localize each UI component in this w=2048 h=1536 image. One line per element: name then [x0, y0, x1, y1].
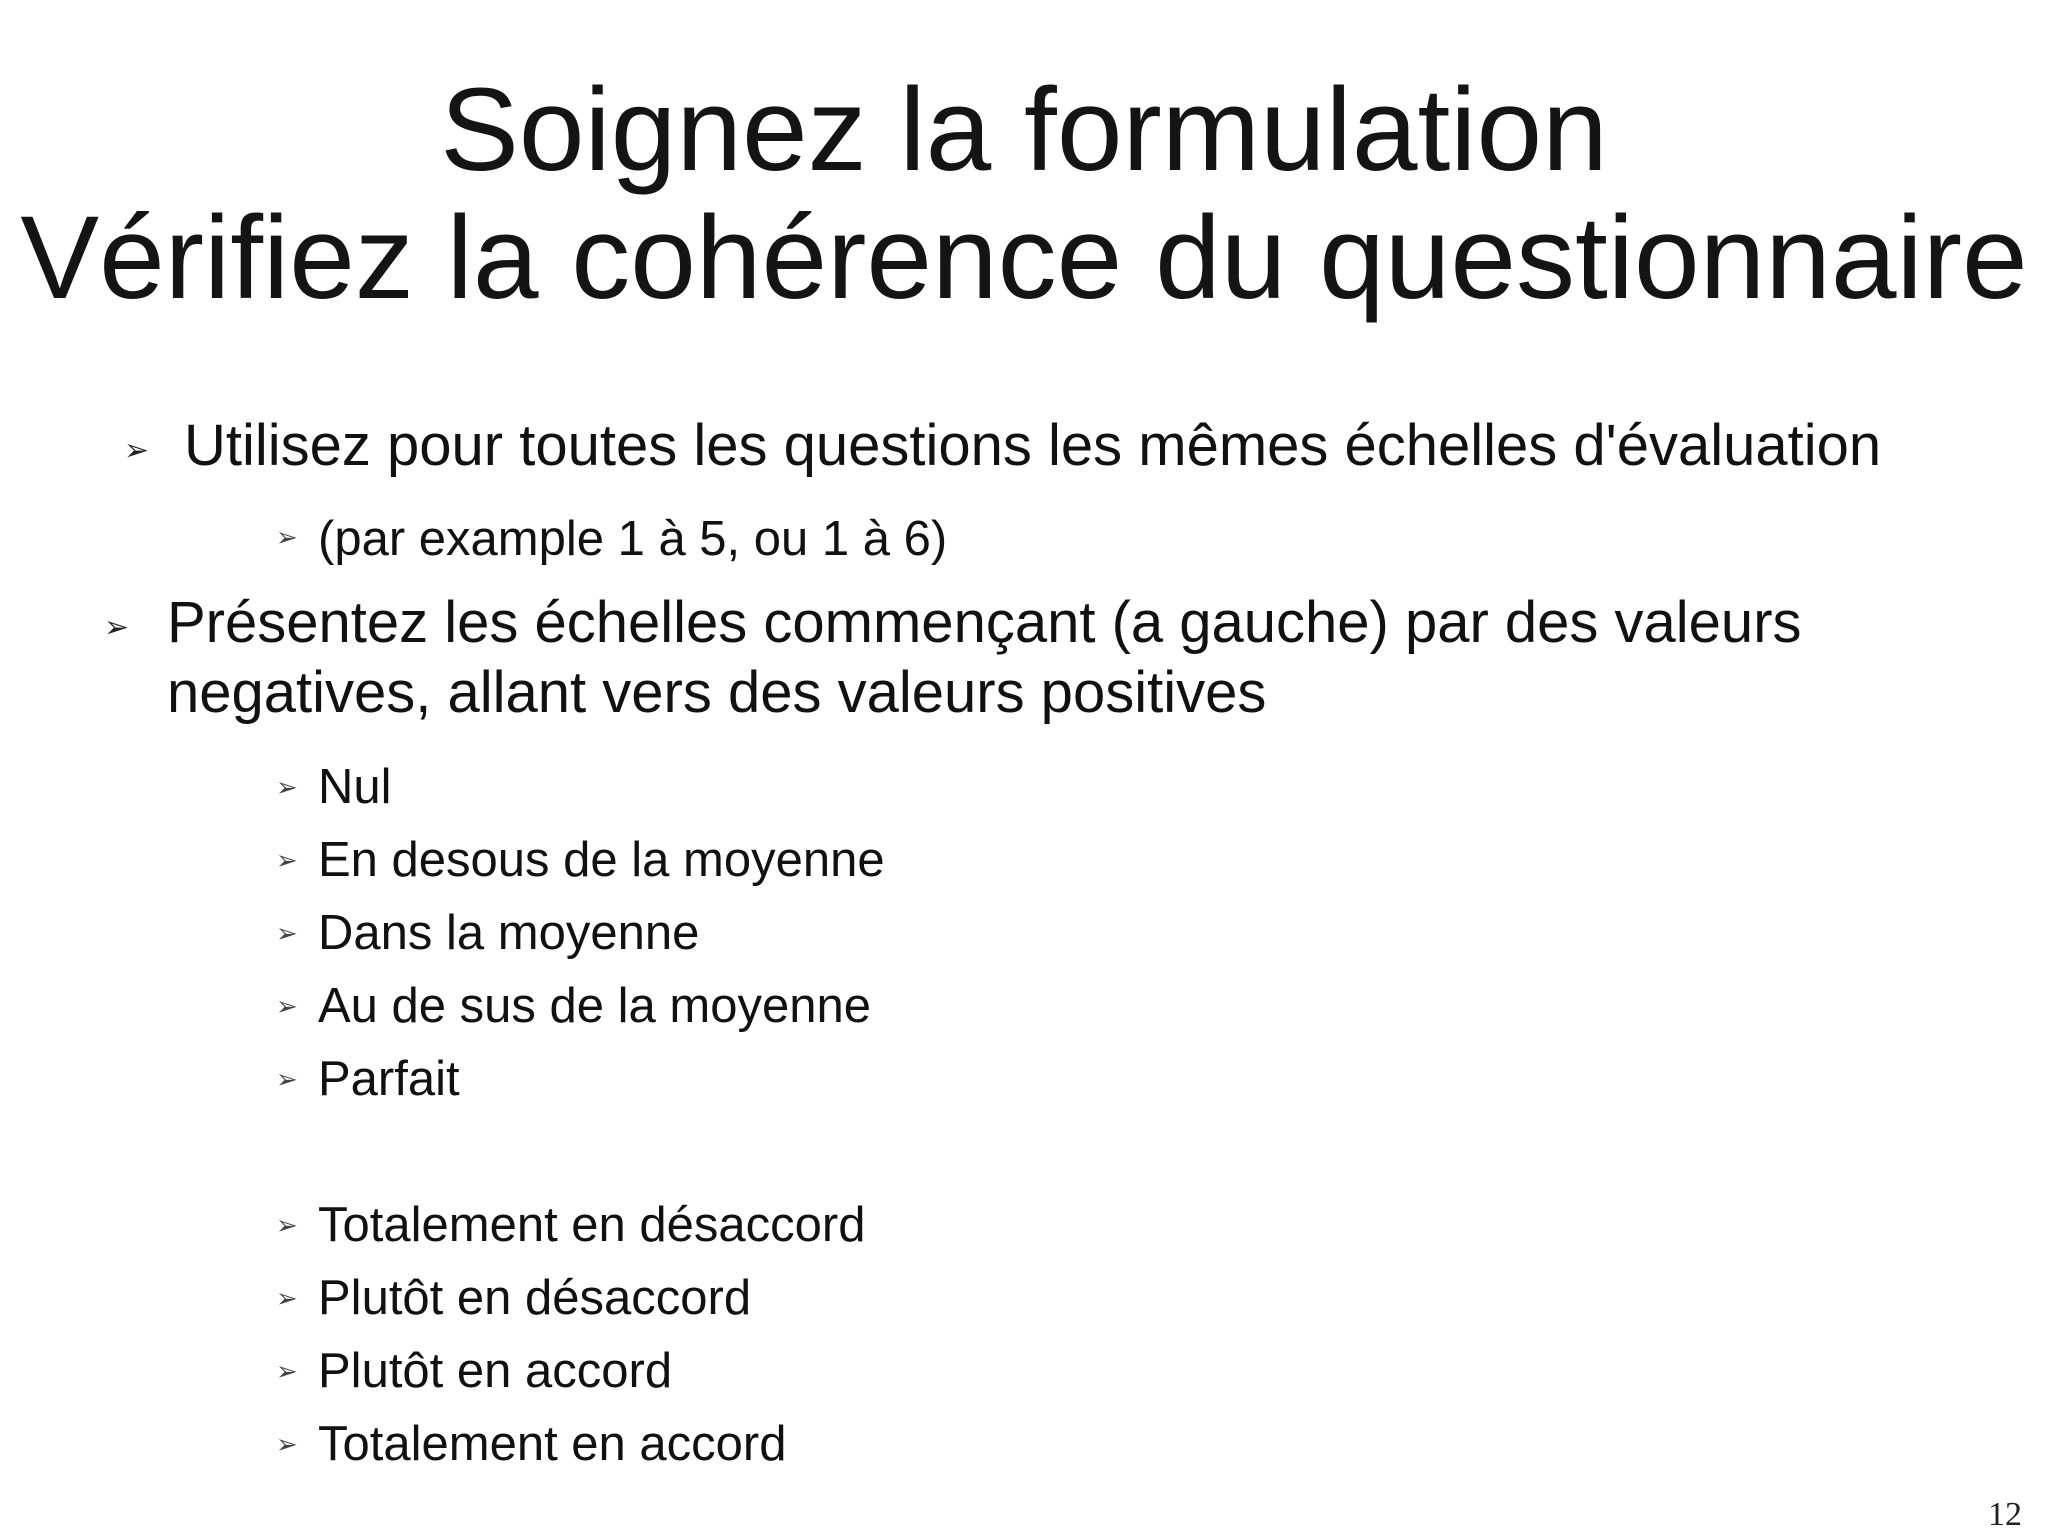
arrowhead-bullet-icon: ➢ — [104, 611, 130, 644]
slide-title-line-2: Vérifiez la cohérence du questionnaire — [20, 192, 2028, 324]
arrowhead-bullet-icon: ➢ — [276, 1356, 298, 1386]
sub-bullet-text: Totalement en accord — [318, 1417, 787, 1471]
arrowhead-bullet-icon: ➢ — [276, 772, 298, 802]
arrowhead-bullet-icon: ➢ — [276, 1283, 298, 1313]
sub-bullet-text: Parfait — [318, 1052, 460, 1106]
arrowhead-bullet-icon: ➢ — [276, 1210, 298, 1240]
sub-bullet-text: Au de sus de la moyenne — [318, 979, 871, 1033]
bullet-text: Utilisez pour toutes les questions les mêmes échelles d'évaluation — [184, 413, 1882, 478]
arrowhead-bullet-icon: ➢ — [276, 845, 298, 875]
bullet-text-line-1: Présentez les échelles commençant (a gauche) par des valeurs — [167, 590, 1802, 655]
sub-bullet-text: (par example 1 à 5, ou 1 à 6) — [318, 512, 948, 566]
arrowhead-bullet-icon: ➢ — [276, 991, 298, 1021]
arrowhead-bullet-icon: ➢ — [276, 522, 298, 552]
slide-title-line-1: Soignez la formulation — [440, 64, 1608, 196]
arrowhead-bullet-icon: ➢ — [276, 1064, 298, 1094]
page-number: 12 — [1988, 1496, 2022, 1533]
arrowhead-bullet-icon: ➢ — [124, 434, 150, 467]
bullet-text-line-2: negatives, allant vers des valeurs positives — [167, 660, 1267, 725]
sub-bullet-text: Nul — [318, 760, 392, 814]
arrowhead-bullet-icon: ➢ — [276, 1429, 298, 1459]
sub-bullet-text: Plutôt en accord — [318, 1344, 673, 1398]
sub-bullet-text: Totalement en désaccord — [318, 1198, 866, 1252]
sub-bullet-text: Plutôt en désaccord — [318, 1271, 752, 1325]
arrowhead-bullet-icon: ➢ — [276, 918, 298, 948]
sub-bullet-text: En desous de la moyenne — [318, 833, 885, 887]
sub-bullet-text: Dans la moyenne — [318, 906, 700, 960]
